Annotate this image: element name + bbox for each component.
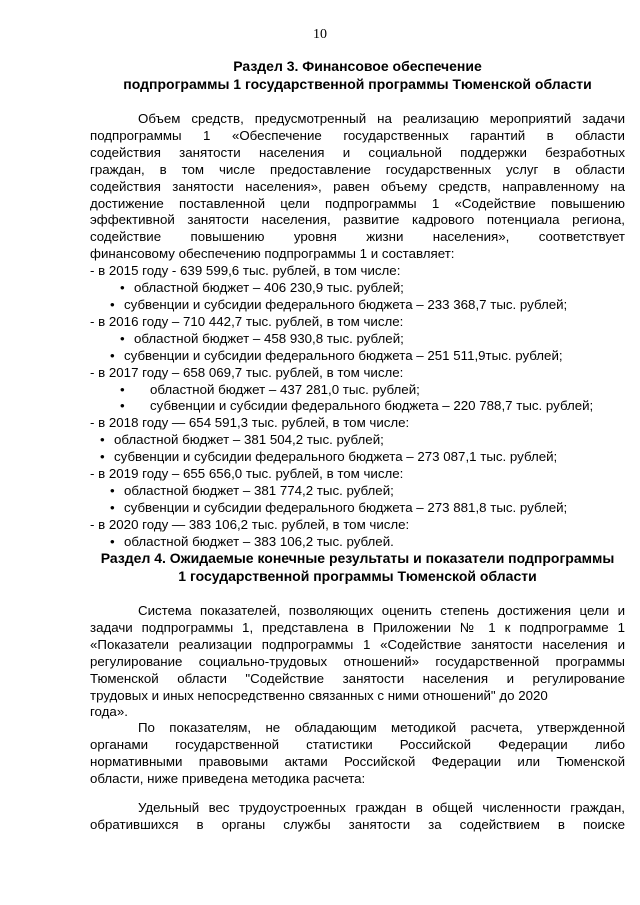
bullet-item: • областной бюджет – 383 106,2 тыс. рублей. bbox=[90, 534, 625, 551]
text-line: эффективной занятости населения, развитие кадрового потенциала региона, bbox=[90, 212, 625, 228]
bullet-item: • субвенции и субсидии федерального бюджета – 273 881,8 тыс. рублей; bbox=[90, 500, 625, 517]
text-line: содействие повышению уровня жизни населения», соответствует bbox=[90, 229, 625, 245]
section4-para3 bbox=[90, 800, 625, 834]
text-line: содействия занятости населения», равен объему средств, направленному на bbox=[90, 178, 625, 194]
section4-title-line: Раздел 4. Ожидаемые конечные результаты и показатели подпрограммы bbox=[100, 550, 615, 566]
bullet-item: • областной бюджет – 458 930,8 тыс. рублей; bbox=[90, 331, 625, 348]
text-line: Тюменской области "Содействие занятости населения и регулирование bbox=[90, 670, 625, 686]
year-line: - в 2020 году — 383 106,2 тыс. рублей, в том числе: bbox=[90, 516, 410, 532]
text-line: граждан, в том числе предоставление государственных услуг в области bbox=[90, 161, 625, 177]
text-line: задачи подпрограммы 1, представлена в Приложении № 1 к подпрограмме 1 bbox=[90, 619, 625, 635]
text-line: Система показателей, позволяющих оценить степень достижения цели и bbox=[138, 603, 625, 618]
text-line: По показателям, не обладающим методикой расчета, утвержденной bbox=[138, 720, 625, 735]
text-line: Объем средств, предусмотренный на реализацию мероприятий задачи bbox=[138, 111, 625, 126]
section3-title-line: Раздел 3. Финансовое обеспечение bbox=[233, 58, 482, 74]
text-line: обратившихся в органы службы занятости за содействием в поиске bbox=[90, 816, 625, 832]
bullet-item: • субвенции и субсидии федерального бюджета – 251 511,9тыс. рублей; bbox=[90, 348, 625, 365]
text-line: области, ниже приведена методика расчета: bbox=[90, 770, 366, 786]
bullet-item: • областной бюджет – 406 230,9 тыс. рублей; bbox=[90, 280, 625, 297]
text-line: достижение поставленной цели подпрограммы 1 «Содействие повышению bbox=[90, 195, 625, 211]
section4-para1 bbox=[90, 603, 625, 721]
section3-title bbox=[90, 57, 625, 93]
text-line: «Показатели реализации подпрограммы 1 «Содействие занятости населения и bbox=[90, 636, 625, 652]
section3-title-line: подпрограммы 1 государственной программы Тюменской области bbox=[123, 76, 592, 92]
text-line: финансовому обеспечению подпрограммы 1 и составляет: bbox=[90, 246, 455, 262]
year-line: - в 2016 году – 710 442,7 тыс. рублей, в том числе: bbox=[90, 313, 404, 329]
section3-body bbox=[90, 111, 625, 551]
text-line: подпрограммы 1 «Обеспечение государственных гарантий в области bbox=[90, 127, 625, 143]
text-line: трудовых и иных непосредственно связанных с ними отношений" до 2020 bbox=[90, 687, 548, 703]
text-line: регулирование социально-трудовых отношений» государственной программы bbox=[90, 653, 625, 669]
text-line: органами государственной статистики Российской Федерации либо bbox=[90, 736, 625, 752]
bullet-item: • областной бюджет – 381 774,2 тыс. рублей; bbox=[90, 483, 625, 500]
bullet-item: • областной бюджет – 437 281,0 тыс. рублей; bbox=[90, 382, 625, 399]
bullet-item: • субвенции и субсидии федерального бюджета – 273 087,1 тыс. рублей; bbox=[90, 449, 625, 466]
text-line: Удельный вес трудоустроенных граждан в общей численности граждан, bbox=[138, 800, 625, 815]
text-line: содействия занятости населения и социальной поддержки безработных bbox=[90, 144, 625, 160]
bullet-item: • субвенции и субсидии федерального бюджета – 220 788,7 тыс. рублей; bbox=[90, 398, 625, 415]
page-number: 10 bbox=[313, 27, 327, 42]
text-line: нормативными правовыми актами Российской Федерации или Тюменской bbox=[90, 753, 625, 769]
bullet-item: • субвенции и субсидии федерального бюджета – 233 368,7 тыс. рублей; bbox=[90, 297, 625, 314]
section4-title-line: 1 государственной программы Тюменской области bbox=[178, 568, 537, 584]
section4-para2 bbox=[90, 720, 625, 788]
text-line: года». bbox=[90, 704, 128, 720]
year-line: - в 2017 году – 658 069,7 тыс. рублей, в том числе: bbox=[90, 364, 404, 380]
year-line: - в 2018 году — 654 591,3 тыс. рублей, в том числе: bbox=[90, 415, 410, 431]
section4-title bbox=[90, 549, 625, 585]
year-line: - в 2019 году – 655 656,0 тыс. рублей, в том числе: bbox=[90, 466, 404, 482]
year-line: - в 2015 году - 639 599,6 тыс. рублей, в том числе: bbox=[90, 263, 401, 279]
bullet-item: • областной бюджет – 381 504,2 тыс. рублей; bbox=[90, 432, 625, 449]
